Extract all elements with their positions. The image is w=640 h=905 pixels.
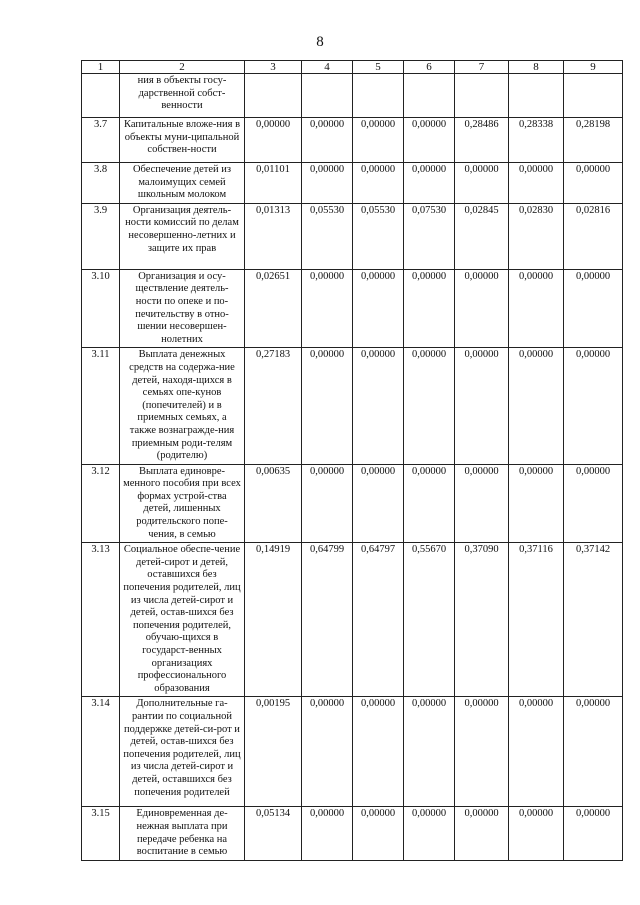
- column-header: 4: [302, 61, 353, 74]
- value-cell: 0,00000: [509, 269, 564, 348]
- value-cell: 0,00000: [353, 118, 404, 163]
- value-cell: 0,00000: [455, 269, 509, 348]
- table-row: [82, 543, 623, 697]
- table-row: [82, 348, 623, 464]
- row-description: ния в объекты госу-дарственной собст-венности: [120, 74, 245, 118]
- value-cell: [564, 74, 623, 118]
- column-header: 5: [353, 61, 404, 74]
- value-cell: 0,00000: [509, 348, 564, 464]
- value-cell: 0,00000: [302, 464, 353, 543]
- column-header: 1: [82, 61, 120, 74]
- value-cell: 0,00000: [564, 163, 623, 204]
- row-description: Выплата денежных средств на содержа-ние детей, находя-щихся в семьях опе-кунов (попечителей) и в приемных семьях, а также вознагражде-ния приемным роди-телям (родителю): [120, 348, 245, 464]
- table-body: [82, 74, 623, 861]
- row-number: 3.14: [82, 697, 120, 807]
- value-cell: 0,00000: [302, 163, 353, 204]
- value-cell: [353, 74, 404, 118]
- table-row: [82, 464, 623, 543]
- value-cell: 0,00000: [404, 269, 455, 348]
- row-description: Организация и осу-ществление деятель-ности по опеке и по-печительству в отно-шении несовершен-нолетних: [120, 269, 245, 348]
- row-description: Единовременная де-нежная выплата при передаче ребенка на воспитание в семью: [120, 807, 245, 861]
- row-description: Обеспечение детей из малоимущих семей школьным молоком: [120, 163, 245, 204]
- value-cell: [404, 74, 455, 118]
- table-row: [82, 807, 623, 861]
- value-cell: 0,14919: [245, 543, 302, 697]
- value-cell: 0,00000: [353, 807, 404, 861]
- value-cell: 0,00000: [353, 163, 404, 204]
- value-cell: 0,00000: [302, 348, 353, 464]
- value-cell: 0,00000: [509, 807, 564, 861]
- value-cell: 0,00000: [564, 807, 623, 861]
- value-cell: 0,00000: [302, 697, 353, 807]
- row-number: 3.7: [82, 118, 120, 163]
- value-cell: 0,27183: [245, 348, 302, 464]
- value-cell: 0,02651: [245, 269, 302, 348]
- table-row: [82, 118, 623, 163]
- value-cell: 0,00000: [404, 697, 455, 807]
- column-header: 3: [245, 61, 302, 74]
- value-cell: 0,00000: [404, 163, 455, 204]
- value-cell: 0,05530: [302, 203, 353, 269]
- value-cell: 0,00000: [455, 697, 509, 807]
- value-cell: 0,01313: [245, 203, 302, 269]
- value-cell: 0,55670: [404, 543, 455, 697]
- value-cell: 0,02845: [455, 203, 509, 269]
- value-cell: 0,00000: [455, 163, 509, 204]
- value-cell: 0,28198: [564, 118, 623, 163]
- column-header: 9: [564, 61, 623, 74]
- row-number: 3.8: [82, 163, 120, 204]
- value-cell: 0,28486: [455, 118, 509, 163]
- row-number: 3.12: [82, 464, 120, 543]
- value-cell: 0,00000: [302, 118, 353, 163]
- value-cell: 0,00000: [564, 269, 623, 348]
- value-cell: 0,00000: [404, 118, 455, 163]
- value-cell: 0,00000: [353, 269, 404, 348]
- table-row: [82, 203, 623, 269]
- value-cell: 0,00000: [455, 348, 509, 464]
- row-description: Дополнительные га-рантии по социальной поддержке детей-си-рот и детей, остав-шихся без попечения родителей, лиц из числа детей-сирот и детей, оставшихся без попечения родителей: [120, 697, 245, 807]
- value-cell: 0,64799: [302, 543, 353, 697]
- row-number: 3.10: [82, 269, 120, 348]
- value-cell: 0,00000: [404, 807, 455, 861]
- value-cell: 0,00635: [245, 464, 302, 543]
- row-description: Организация деятель-ности комиссий по делам несовершенно-летних и защите их прав: [120, 203, 245, 269]
- value-cell: 0,07530: [404, 203, 455, 269]
- value-cell: 0,28338: [509, 118, 564, 163]
- column-header: 6: [404, 61, 455, 74]
- row-description: Капитальные вложе-ния в объекты муни-ципальной собствен-ности: [120, 118, 245, 163]
- value-cell: 0,00000: [564, 348, 623, 464]
- value-cell: 0,00000: [302, 269, 353, 348]
- value-cell: 0,37142: [564, 543, 623, 697]
- value-cell: [455, 74, 509, 118]
- value-cell: 0,00000: [245, 118, 302, 163]
- value-cell: 0,37116: [509, 543, 564, 697]
- value-cell: 0,00000: [509, 163, 564, 204]
- column-header: 8: [509, 61, 564, 74]
- value-cell: 0,00000: [509, 464, 564, 543]
- column-header: 7: [455, 61, 509, 74]
- table-row: [82, 74, 623, 118]
- table-row: [82, 163, 623, 204]
- value-cell: 0,00000: [404, 464, 455, 543]
- row-number: 3.13: [82, 543, 120, 697]
- value-cell: 0,00000: [353, 464, 404, 543]
- value-cell: [245, 74, 302, 118]
- value-cell: 0,00000: [455, 464, 509, 543]
- value-cell: 0,05530: [353, 203, 404, 269]
- row-number: [82, 74, 120, 118]
- value-cell: 0,00195: [245, 697, 302, 807]
- table-row: [82, 697, 623, 807]
- value-cell: [509, 74, 564, 118]
- row-description: Выплата единовре-менного пособия при всех формах устрой-ства детей, лишенных родительского попе-чения, в семью: [120, 464, 245, 543]
- budget-table: [81, 60, 623, 861]
- value-cell: 0,00000: [564, 697, 623, 807]
- value-cell: 0,00000: [509, 697, 564, 807]
- row-number: 3.15: [82, 807, 120, 861]
- value-cell: 0,37090: [455, 543, 509, 697]
- value-cell: 0,64797: [353, 543, 404, 697]
- column-header: 2: [120, 61, 245, 74]
- value-cell: 0,02830: [509, 203, 564, 269]
- value-cell: [302, 74, 353, 118]
- table-header-row: [82, 61, 623, 74]
- value-cell: 0,02816: [564, 203, 623, 269]
- value-cell: 0,00000: [353, 697, 404, 807]
- row-description: Социальное обеспе-чение детей-сирот и детей, оставшихся без попечения родителей, лиц из числа детей-сирот и детей, остав-шихся без попечения родителей, обучаю-щихся в государст-венных организациях профессионального образования: [120, 543, 245, 697]
- value-cell: 0,00000: [455, 807, 509, 861]
- value-cell: 0,01101: [245, 163, 302, 204]
- value-cell: 0,00000: [404, 348, 455, 464]
- value-cell: 0,00000: [302, 807, 353, 861]
- value-cell: 0,05134: [245, 807, 302, 861]
- value-cell: 0,00000: [564, 464, 623, 543]
- row-number: 3.9: [82, 203, 120, 269]
- row-number: 3.11: [82, 348, 120, 464]
- table-row: [82, 269, 623, 348]
- page-number: 8: [316, 34, 324, 50]
- value-cell: 0,00000: [353, 348, 404, 464]
